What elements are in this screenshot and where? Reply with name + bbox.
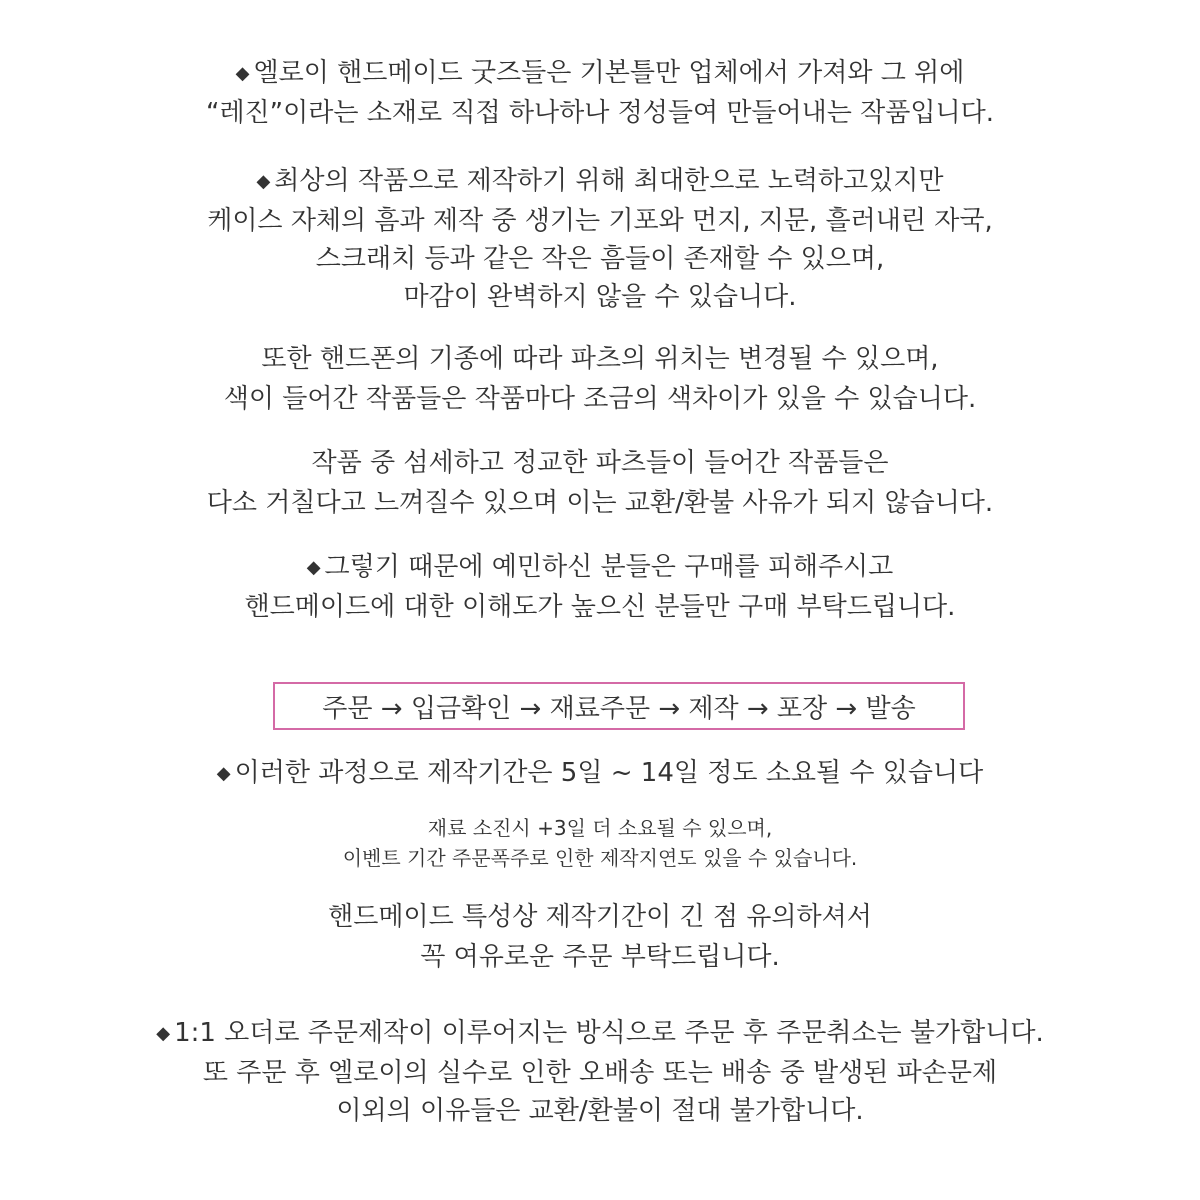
notice-p5-line1: ◆ 그렇기 때문에 예민하신 분들은 구매를 피해주시고 [306, 552, 894, 582]
policy-line2: 또 주문 후 엘로이의 실수로 인한 오배송 또는 배송 중 발생된 파손문제 [202, 1058, 998, 1088]
order-process-box [273, 682, 965, 730]
order-ask-line1: 핸드메이드 특성상 제작기간이 긴 점 유의하셔서 [328, 902, 872, 932]
notice-p5-line2: 핸드메이드에 대한 이해도가 높으신 분들만 구매 부탁드립니다. [244, 592, 956, 622]
policy-line3: 이외의 이유들은 교환/환불이 절대 불가합니다. [336, 1096, 864, 1126]
diamond-bullet-icon: ◆ [256, 171, 271, 192]
diamond-bullet-icon: ◆ [306, 557, 321, 578]
notice-p2-line1: ◆ 최상의 작품으로 제작하기 위해 최대한으로 노력하고있지만 [256, 166, 944, 196]
policy-line1: ◆ 1:1 오더로 주문제작이 이루어지는 방식으로 주문 후 주문취소는 불가합니다. [156, 1018, 1044, 1048]
notice-p2-line3: 스크래치 등과 같은 작은 흠들이 존재할 수 있으며, [315, 244, 885, 274]
order-process-steps: 주문 → 입금확인 → 재료주문 → 제작 → 포장 → 발송 [322, 693, 916, 724]
notice-p4-line1: 작품 중 섬세하고 정교한 파츠들이 들어간 작품들은 [311, 448, 889, 478]
notice-p4-line2: 다소 거칠다고 느껴질수 있으며 이는 교환/환불 사유가 되지 않습니다. [206, 488, 994, 518]
notice-p1-line1: ◆ 엘로이 핸드메이드 굿즈들은 기본틀만 업체에서 가져와 그 위에 [235, 58, 965, 88]
diamond-bullet-icon: ◆ [216, 763, 231, 784]
notice-p1-line2: “레진”이라는 소재로 직접 하나하나 정성들여 만들어내는 작품입니다. [205, 98, 995, 128]
order-ask-line2: 꼭 여유로운 주문 부탁드립니다. [420, 942, 780, 972]
notice-p3-line2: 색이 들어간 작품들은 작품마다 조금의 색차이가 있을 수 있습니다. [223, 384, 977, 414]
diamond-bullet-icon: ◆ [156, 1023, 171, 1044]
notice-p2-line2: 케이스 자체의 흠과 제작 중 생기는 기포와 먼지, 지문, 흘러내린 자국, [207, 206, 993, 236]
notice-p3-line1: 또한 핸드폰의 기종에 따라 파츠의 위치는 변경될 수 있으며, [261, 344, 939, 374]
diamond-bullet-icon: ◆ [235, 63, 250, 84]
delay-note-line1: 재료 소진시 +3일 더 소요될 수 있으며, [427, 816, 773, 840]
production-duration: ◆ 이러한 과정으로 제작기간은 5일 ~ 14일 정도 소요될 수 있습니다 [216, 758, 984, 788]
delay-note-line2: 이벤트 기간 주문폭주로 인한 제작지연도 있을 수 있습니다. [342, 846, 858, 870]
notice-p2-line4: 마감이 완벽하지 않을 수 있습니다. [403, 282, 797, 312]
